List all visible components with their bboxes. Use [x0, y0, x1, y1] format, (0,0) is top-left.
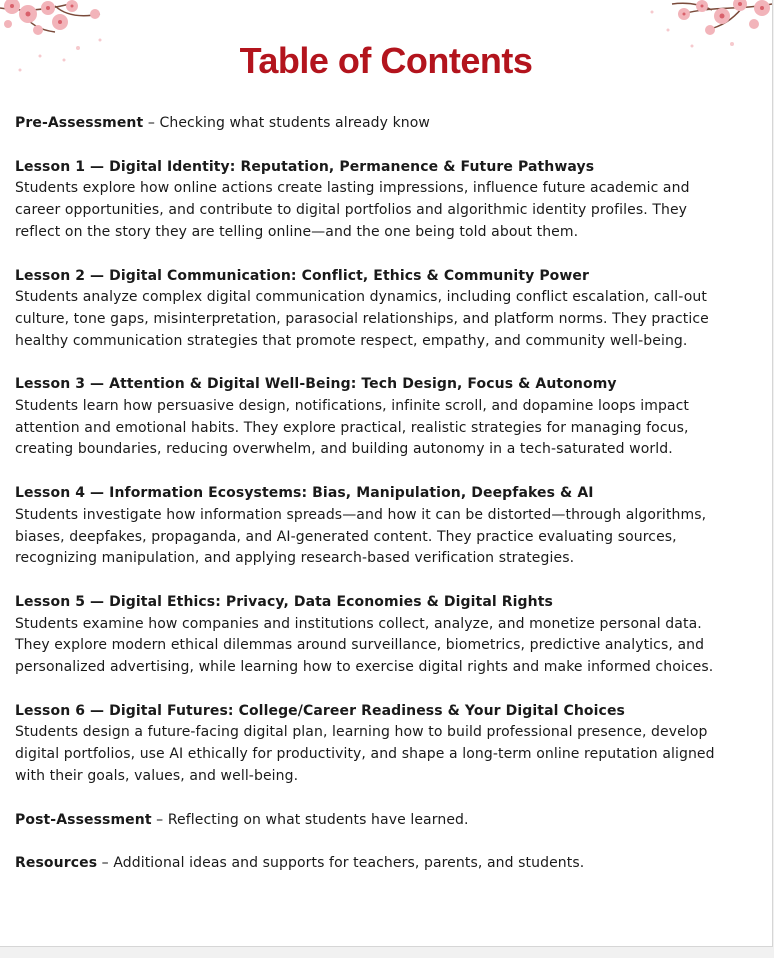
toc-entry-description: Students investigate how information spreads—and how it can be distorted—through algorithms, biases, deepfakes, propaganda, and AI-generated content. They practice evaluating sources, recognizing manipulation, and applying research-based verification strategies. [15, 506, 707, 567]
toc-entry-resources [15, 853, 731, 875]
toc-entry-description: Students design a future-facing digital plan, learning how to build professional presence, develop digital portfolios, use AI ethically for productivity, and shape a long-term online reputation aligned with their goals, values, and well-being. [15, 724, 715, 784]
toc-entry-lesson-3 [15, 374, 731, 461]
toc-entry-heading: Lesson 1 — Digital Identity: Reputation, Permanence & Future Pathways [15, 158, 595, 175]
toc-entry-heading: Lesson 2 — Digital Communication: Conflict, Ethics & Community Power [15, 267, 590, 284]
toc-entry-description: Students learn how persuasive design, notifications, infinite scroll, and dopamine loops impact attention and emotional habits. They explore practical, realistic strategies for managing focus, creating boundaries, reducing overwhelm, and building autonomy in a tech-saturated world. [15, 398, 689, 458]
toc-entry-description: – Reflecting on what students have learned. [151, 811, 469, 828]
toc-entry-heading: Pre-Assessment [15, 115, 144, 131]
toc-entry-heading: Lesson 5 — Digital Ethics: Privacy, Data Economies & Digital Rights [15, 593, 553, 610]
toc-entry-heading: Lesson 6 — Digital Futures: College/Career Readiness & Your Digital Choices [15, 702, 625, 719]
toc-entry-description: Students examine how companies and institutions collect, analyze, and monetize personal data. They explore modern ethical dilemmas around surveillance, biometrics, predictive analytics, and personalized advertising, while learning how to exercise digital rights and make informed choices. [15, 615, 714, 676]
toc-entry-lesson-1 [15, 157, 731, 244]
toc-content [15, 113, 731, 897]
toc-entry-description: Students analyze complex digital communication dynamics, including conflict escalation, call-out culture, tone gaps, misinterpretation, parasocial relationships, and platform norms. They practice healthy communication strategies that promote respect, empathy, and community well-being. [15, 289, 709, 349]
toc-entry-lesson-5 [15, 592, 731, 679]
toc-entry-post-assessment [15, 810, 731, 832]
toc-entry-description: – Additional ideas and supports for teachers, parents, and students. [97, 855, 585, 872]
toc-entry-lesson-6 [15, 701, 731, 788]
toc-entry-heading: Post-Assessment [15, 811, 152, 828]
toc-entry-description: Students explore how online actions create lasting impressions, influence future academic and career opportunities, and contribute to digital portfolios and algorithmic identity profiles. They reflect on the story they are telling online—and the one being told about them. [15, 180, 690, 240]
toc-entry-description: – Checking what students already know [143, 115, 430, 131]
toc-entry-heading: Resources [15, 855, 98, 872]
page-title: Table of Contents [239, 40, 533, 81]
toc-entry-heading: Lesson 3 — Attention & Digital Well-Being: Tech Design, Focus & Autonomy [15, 376, 617, 393]
toc-entry-lesson-4 [15, 483, 731, 570]
toc-entry-lesson-2 [15, 266, 731, 353]
toc-entry-heading: Lesson 4 — Information Ecosystems: Bias, Manipulation, Deepfakes & AI [15, 485, 594, 502]
toc-entry-pre-assessment [15, 113, 731, 135]
